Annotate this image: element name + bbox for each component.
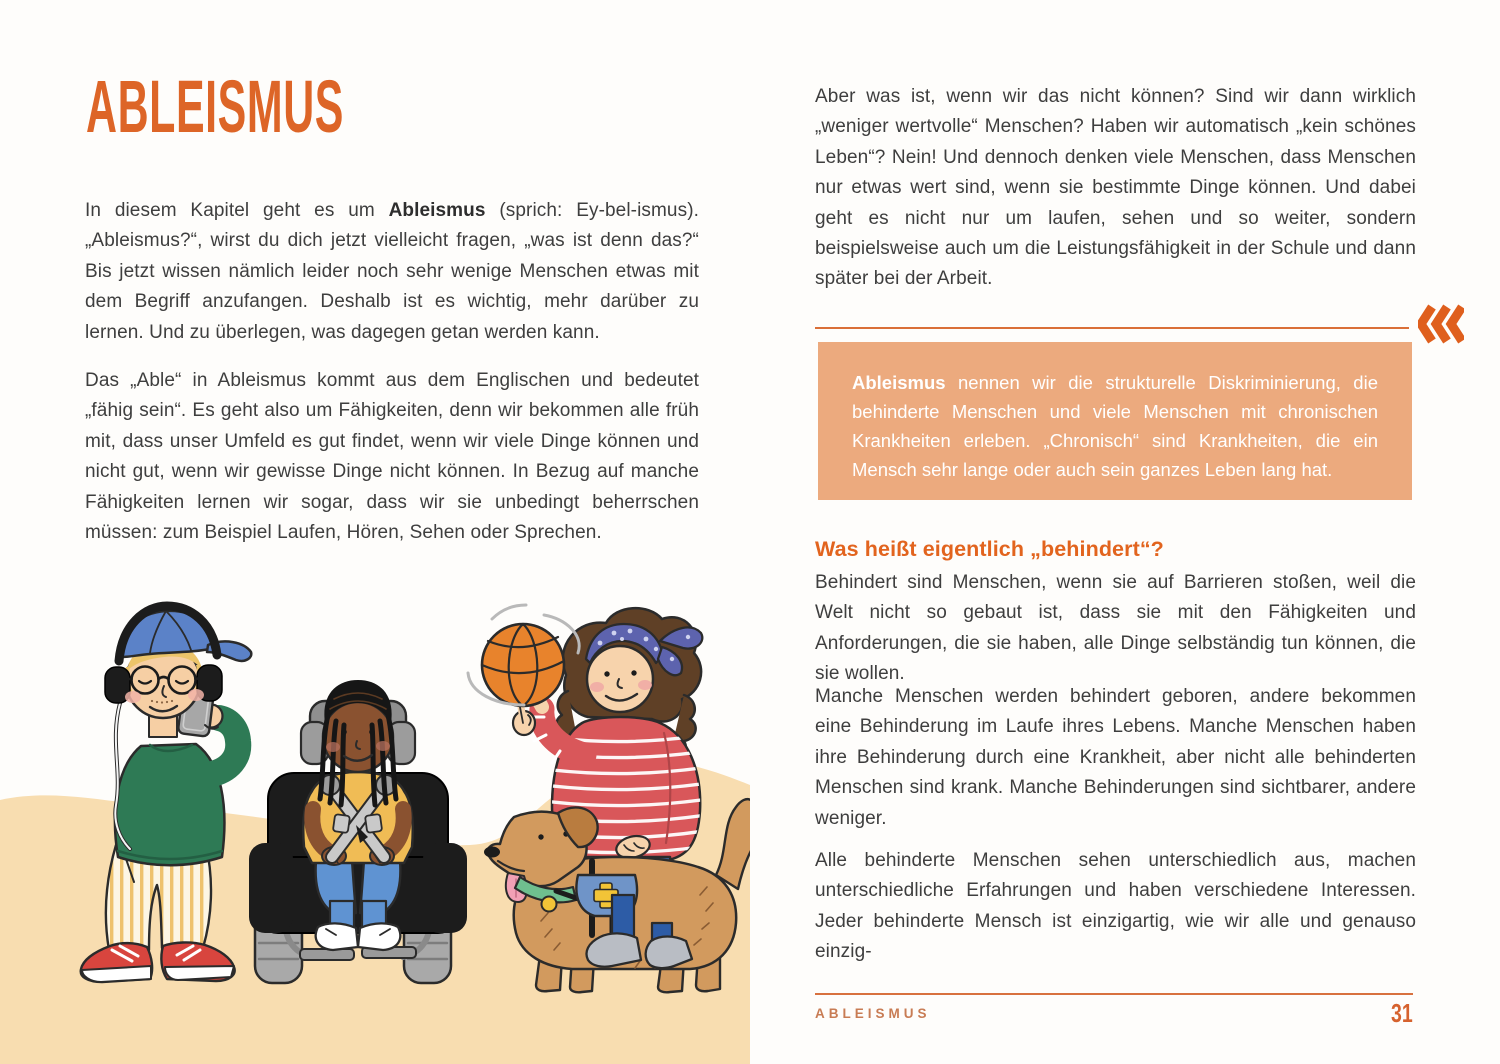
definition-text (852, 368, 1378, 484)
definition-box (818, 342, 1412, 500)
intro-bold-term: Ableismus (388, 200, 486, 221)
triple-chevron-icon (1418, 303, 1464, 345)
intro-text-after: (sprich: Ey-bel-ismus). „Ableismus?“, wirst du dich jetzt vielleicht fragen, „was ist denn das?“ Bis jetzt wissen nämlich leider noch sehr wenige Menschen etwas mit dem Begriff anzufangen. Deshalb ist es wichtig, mehr darüber zu lernen. Und zu überlegen, was dagegen getan werden kann. (85, 200, 699, 343)
intro-paragraph (85, 196, 699, 348)
intro-text-before: In diesem Kapitel geht es um (85, 200, 389, 221)
chapter-title: ABLEISMUS (86, 65, 344, 148)
page-number: 31 (1391, 998, 1413, 1028)
definition-body: nennen wir die strukturelle Diskriminierung, die behinderte Menschen und viele Menschen mit chronischen Krankheiten erleben. „Chronisch“ sind Krankheiten, die ein Mensch sehr lange oder auch sein ganzes Leben lang hat. (852, 372, 1378, 480)
footer-rule (815, 993, 1413, 995)
definition-term: Ableismus (852, 372, 946, 393)
wheelchair-kid-figure (249, 680, 467, 983)
einzigartig-paragraph: Alle behinderte Menschen sehen unterschiedlich aus, machen unterschiedliche Erfahrungen und haben verschiedene Interessen. Jeder behinderte Mensch ist einzigartig, wie wir alle und genauso einzig- (815, 850, 1416, 963)
section-divider-rule (815, 327, 1409, 329)
behinderung-origin-paragraph: Manche Menschen werden behindert geboren, andere bekommen eine Behinderung im Laufe ihres Lebens. Manche Menschen haben ihre Behinderung durch eine Krankheit, aber nicht alle behinderten Menschen sind krank. Manche Behinderungen sind sichtbarer, andere weniger. (815, 686, 1416, 829)
basketball (482, 624, 564, 706)
dog-nose (484, 847, 500, 858)
right-page (750, 0, 1500, 1064)
section-heading: Was heißt eigentlich „behindert“? (815, 537, 1164, 561)
behindert-definition-paragraph: Behindert sind Menschen, wenn sie auf Barrieren stoßen, weil die Welt nicht so gebaut ist, dass sie mit den Fähigkeiten und Anforderungen, die sie haben, alle Dinge selbständig tun können, die sie wollen. (815, 572, 1416, 685)
values-paragraph: Aber was ist, wenn wir das nicht können? Sind wir dann wirklich „weniger wertvolle“ Menschen? Haben wir automatisch „kein schönes Leben“? Nein! Und dennoch denken viele Menschen, dass Menschen nur etwas wert sind, wenn sie bestimmte Dinge können. Und dabei geht es nicht nur um laufen, sehen und so weiter, sondern beispielsweise auch um die Leistungsfähigkeit in der Schule und dann später bei der Arbeit. (815, 86, 1416, 290)
children-illustration (0, 595, 750, 1064)
collar-tag (542, 897, 557, 912)
able-meaning-paragraph: Das „Able“ in Ableismus kommt aus dem Englischen und bedeutet „fähig sein“. Es geht also um Fähigkeiten, denn wir bekommen alle früh mit, dass unser Umfeld es gut findet, wenn wir viele Dinge können und nicht gut, wenn wir gewisse Dinge nicht können. In Bezug auf manche Fähigkeiten lernen wir sogar, dass wir sie unbedingt beherrschen müssen: zum Beispiel Laufen, Hören, Sehen oder Sprechen. (85, 370, 699, 544)
running-head: ABLEISMUS (815, 1006, 931, 1021)
